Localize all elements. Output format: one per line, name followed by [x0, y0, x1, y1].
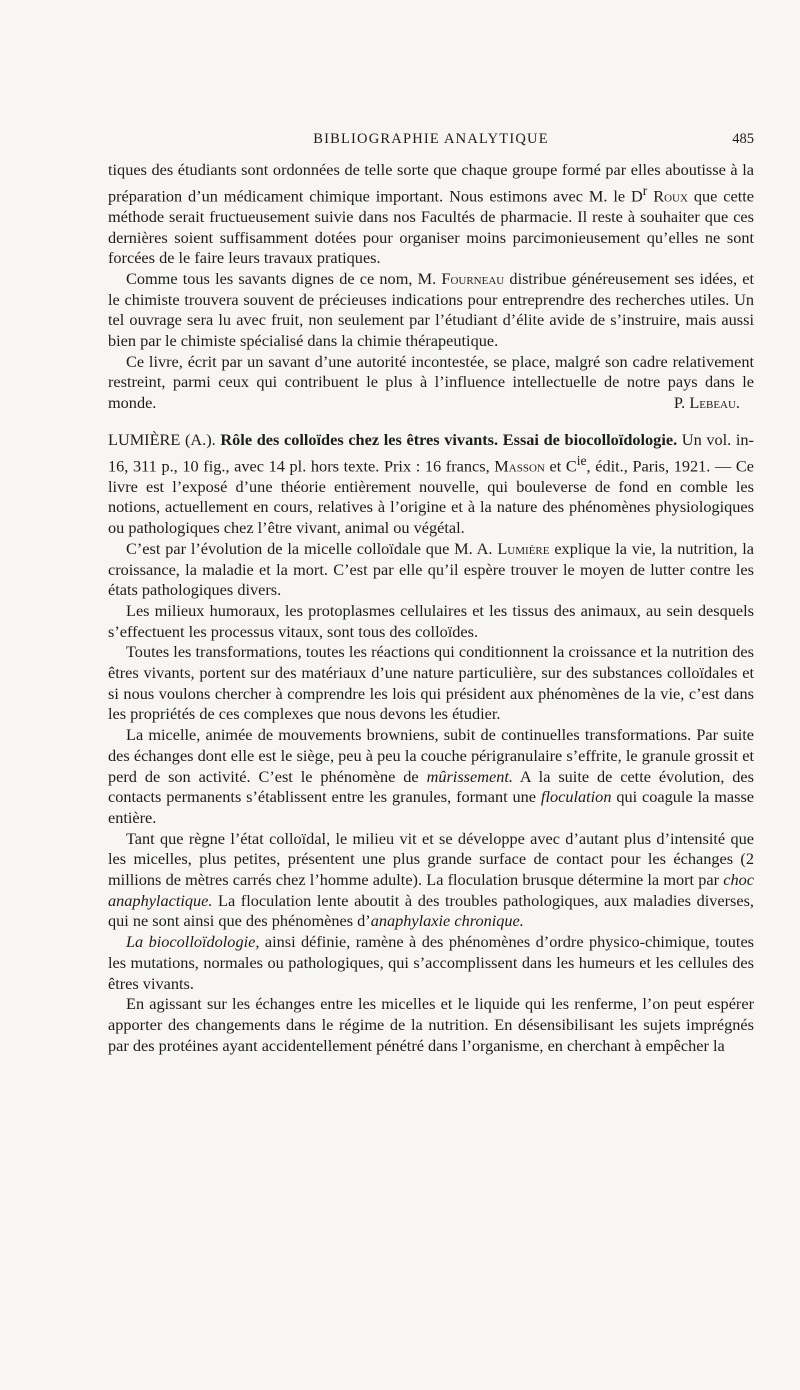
superscript: r [642, 182, 648, 198]
italic-term: mûrissement. [426, 766, 513, 786]
publisher-name: Masson [494, 455, 545, 475]
italic-term: floculation [540, 787, 612, 807]
page-body [108, 160, 754, 1056]
text-run: , édit., Paris, 1921. — Ce livre est l’exposé d’une théorie entièrement nouvelle, qui bouleverse de fond en comble les notions, actuellement en cours, relatives à l’origine et à la nature des phénomènes physiologiques ou pathologiques chez l’être vivant, animal ou végétal. [108, 455, 755, 538]
superscript: ie [576, 452, 587, 468]
text-run: explique la vie, la nutrition, la croissance, la maladie et la mort. C’est par elle qu’il espère trouver le moyen de lutter contre les états pathologiques divers. [108, 538, 755, 600]
running-header [108, 131, 754, 151]
italic-term: La biocolloïdologie, [126, 932, 260, 952]
text-run: et C [544, 455, 577, 475]
review-signature [656, 393, 740, 414]
italic-term: anaphylaxie chronique. [370, 911, 524, 931]
entry-author: LUMIÈRE (A.). [108, 429, 216, 449]
page-number: 485 [732, 131, 754, 147]
person-name: Lumière [497, 538, 550, 558]
italic-term: choc anaphylactique. [108, 870, 754, 910]
person-name: Roux [653, 186, 688, 206]
text-run: Comme tous les savants dignes de ce nom, M. [126, 268, 442, 288]
text-run: La floculation lente aboutit à des troubles pathologiques, aux maladies diverses, qui ne sont ainsi que des phénomènes d’ [108, 890, 754, 931]
running-title: BIBLIOGRAPHIE ANALYTIQUE [313, 131, 549, 147]
paragraph: Les milieux humoraux, les protoplasmes cellulaires et les tissus des animaux, au sein desquels s’effectuent les processus vitaux, sont tous des colloïdes. [108, 600, 754, 641]
bibliographic-entry [108, 430, 754, 539]
signature-initial: P. [673, 393, 690, 413]
text-run: Ce livre, écrit par un savant d’une autorité incontestée, se place, malgré son cadre relativement restreint, parmi ceux qui contribuent le plus à l’influence intellectuelle de notre pays dans le monde. [108, 351, 754, 413]
text-run: Un vol. in-16, 311 p., 10 fig., avec 14 pl. hors texte. Prix : 16 francs, [108, 429, 754, 475]
paragraph [108, 829, 754, 933]
paragraph [108, 269, 754, 352]
paragraph-with-signature [108, 352, 754, 414]
paragraph [108, 932, 754, 994]
text-run: tiques des étudiants sont ordonnées de telle sorte que chaque groupe formé par elles aboutisse à la préparation d’un médicament chimique important. Nous estimons avec M. le D [108, 160, 754, 206]
person-name: Fourneau [441, 268, 505, 288]
text-run: La micelle, animée de mouvements browniens, subit de continuelles transformations. Par suite des échanges dont elle est le siège, peu à peu la couche périgranulaire s’effrite, le granule grossit et perd de son activité. C’est le phénomène de [108, 725, 754, 786]
text-run: Tant que règne l’état colloïdal, le milieu vit et se développe avec d’autant plus d’intensité que les micelles, plus petites, présentent une plus grande surface de contact pour les échanges (2 millions de mètres carrés chez l’homme adulte). La floculation brusque détermine la mort par [108, 828, 754, 890]
signature-name: Lebeau. [689, 393, 740, 413]
text-run: distribue généreusement ses idées, et le chimiste trouvera souvent de précieuses indications pour entreprendre des recherches utiles. Un tel ouvrage sera lu avec fruit, non seulement par l’étudiant d’élite avide de s’instruire, mais aussi bien par le chimiste spécialisé dans la chimie thérapeutique. [108, 268, 755, 351]
text-run: A la suite de cette évolution, des contacts permanents s’établissent entre les granules, formant une [108, 766, 754, 807]
entry-title: Rôle des colloïdes chez les êtres vivants. Essai de biocolloïdologie. [220, 429, 678, 449]
paragraph: En agissant sur les échanges entre les micelles et le liquide qui les renferme, l’on peut espérer apporter des changements dans le régime de la nutrition. En désensibilisant les sujets imprégnés par des protéines ayant accidentellement pénétré dans l’organisme, en cherchant à empêcher la [108, 994, 754, 1055]
text-run: C’est par l’évolution de la micelle colloïdale que M. A. [126, 538, 498, 558]
paragraph [108, 539, 754, 601]
paragraph-continuation [108, 160, 754, 269]
text-run: ainsi définie, ramène à des phénomènes d’ordre physico-chimique, toutes les mutations, normales ou pathologiques, qui s’accomplissent dans les humeurs et les cellules des êtres vivants. [108, 932, 755, 993]
paragraph: Toutes les transformations, toutes les réactions qui conditionnent la croissance et la nutrition des êtres vivants, portent sur des matériaux d’une nature particulière, sur des substances colloïdales et si nous voulons chercher à comprendre les lois qui président aux phénomènes de la vie, c’est dans les propriétés de ces complexes que nous devons les étudier. [108, 642, 754, 724]
text-run: qui coagule la masse entière. [108, 787, 755, 827]
text-run: que cette méthode serait fructueusement suivie dans nos Facultés de pharmacie. Il reste à souhaiter que ces dernières soient suffisamment dotées pour organiser moins parcimonieusement qu’elles ne sont forcées de le faire leurs travaux pratiques. [108, 186, 754, 268]
paragraph [108, 725, 754, 829]
